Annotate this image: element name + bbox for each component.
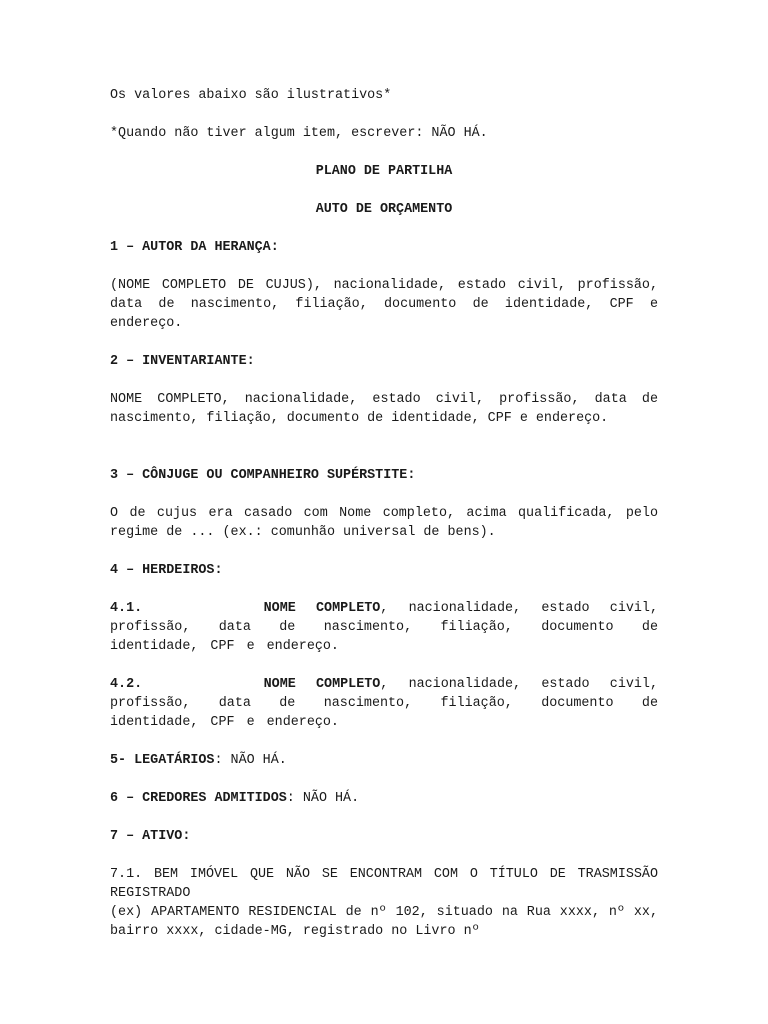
heading-credores: 6 – CREDORES ADMITIDOS <box>110 791 287 806</box>
heading-ativo: 7 – ATIVO: <box>110 829 191 844</box>
heading-inventariante: 2 – INVENTARIANTE: <box>110 354 255 369</box>
herdeiro-4-1-name: NOME COMPLETO <box>263 601 381 616</box>
heading-legatarios: 5- LEGATÁRIOS <box>110 753 215 768</box>
herdeiro-4-2-number: 4.2. <box>110 677 143 692</box>
credores-value: : NÃO HÁ. <box>286 791 360 806</box>
heading-autor-da-heranca: 1 – AUTOR DA HERANÇA: <box>110 240 279 255</box>
credores-line <box>110 789 359 808</box>
conjuge-text: O de cujus era casado com Nome completo, acima qualificada, pelo regime de ... (ex.: comunhão universal de bens). <box>110 506 658 540</box>
ativo-item-title: 7.1. BEM IMÓVEL QUE NÃO SE ENCONTRAM COM O TÍTULO DE TRASMISSÃO REGISTRADO <box>110 867 658 901</box>
herdeiro-4-1-number: 4.1. <box>110 601 143 616</box>
ativo-item-text: (ex) APARTAMENTO RESIDENCIAL de nº 102, situado na Rua xxxx, nº xx, bairro xxxx, cidade-MG, registrado no Livro nº <box>110 905 658 939</box>
herdeiro-4-2-name: NOME COMPLETO <box>263 677 381 692</box>
herdeiro-4-2-details: , nacionalidade, estado civil, profissão, data de nascimento, filiação, documento de identidade, CPF e endereço. <box>110 677 658 730</box>
herdeiro-4-1 <box>110 599 658 656</box>
instruction-note: *Quando não tiver algum item, escrever: NÃO HÁ. <box>110 126 488 141</box>
inventariante-text: NOME COMPLETO, nacionalidade, estado civil, profissão, data de nascimento, filiação, documento de identidade, CPF e endereço. <box>110 392 658 426</box>
herdeiro-4-2 <box>110 675 658 732</box>
illustrative-note: Os valores abaixo são ilustrativos* <box>110 88 392 103</box>
legatarios-value: : NÃO HÁ. <box>214 753 287 768</box>
herdeiro-4-1-details: , nacionalidade, estado civil, profissão, data de nascimento, filiação, documento de identidade, CPF e endereço. <box>110 601 658 654</box>
legatarios-line <box>110 751 287 770</box>
heading-herdeiros: 4 – HERDEIROS: <box>110 563 223 578</box>
autor-da-heranca-text: (NOME COMPLETO DE CUJUS), nacionalidade, estado civil, profissão, data de nascimento, filiação, documento de identidade, CPF e endereço. <box>110 278 658 331</box>
title-plano-de-partilha: PLANO DE PARTILHA <box>315 164 453 179</box>
heading-conjuge: 3 – CÔNJUGE OU COMPANHEIRO SUPÉRSTITE: <box>110 468 416 483</box>
title-auto-de-orcamento: AUTO DE ORÇAMENTO <box>315 202 453 217</box>
